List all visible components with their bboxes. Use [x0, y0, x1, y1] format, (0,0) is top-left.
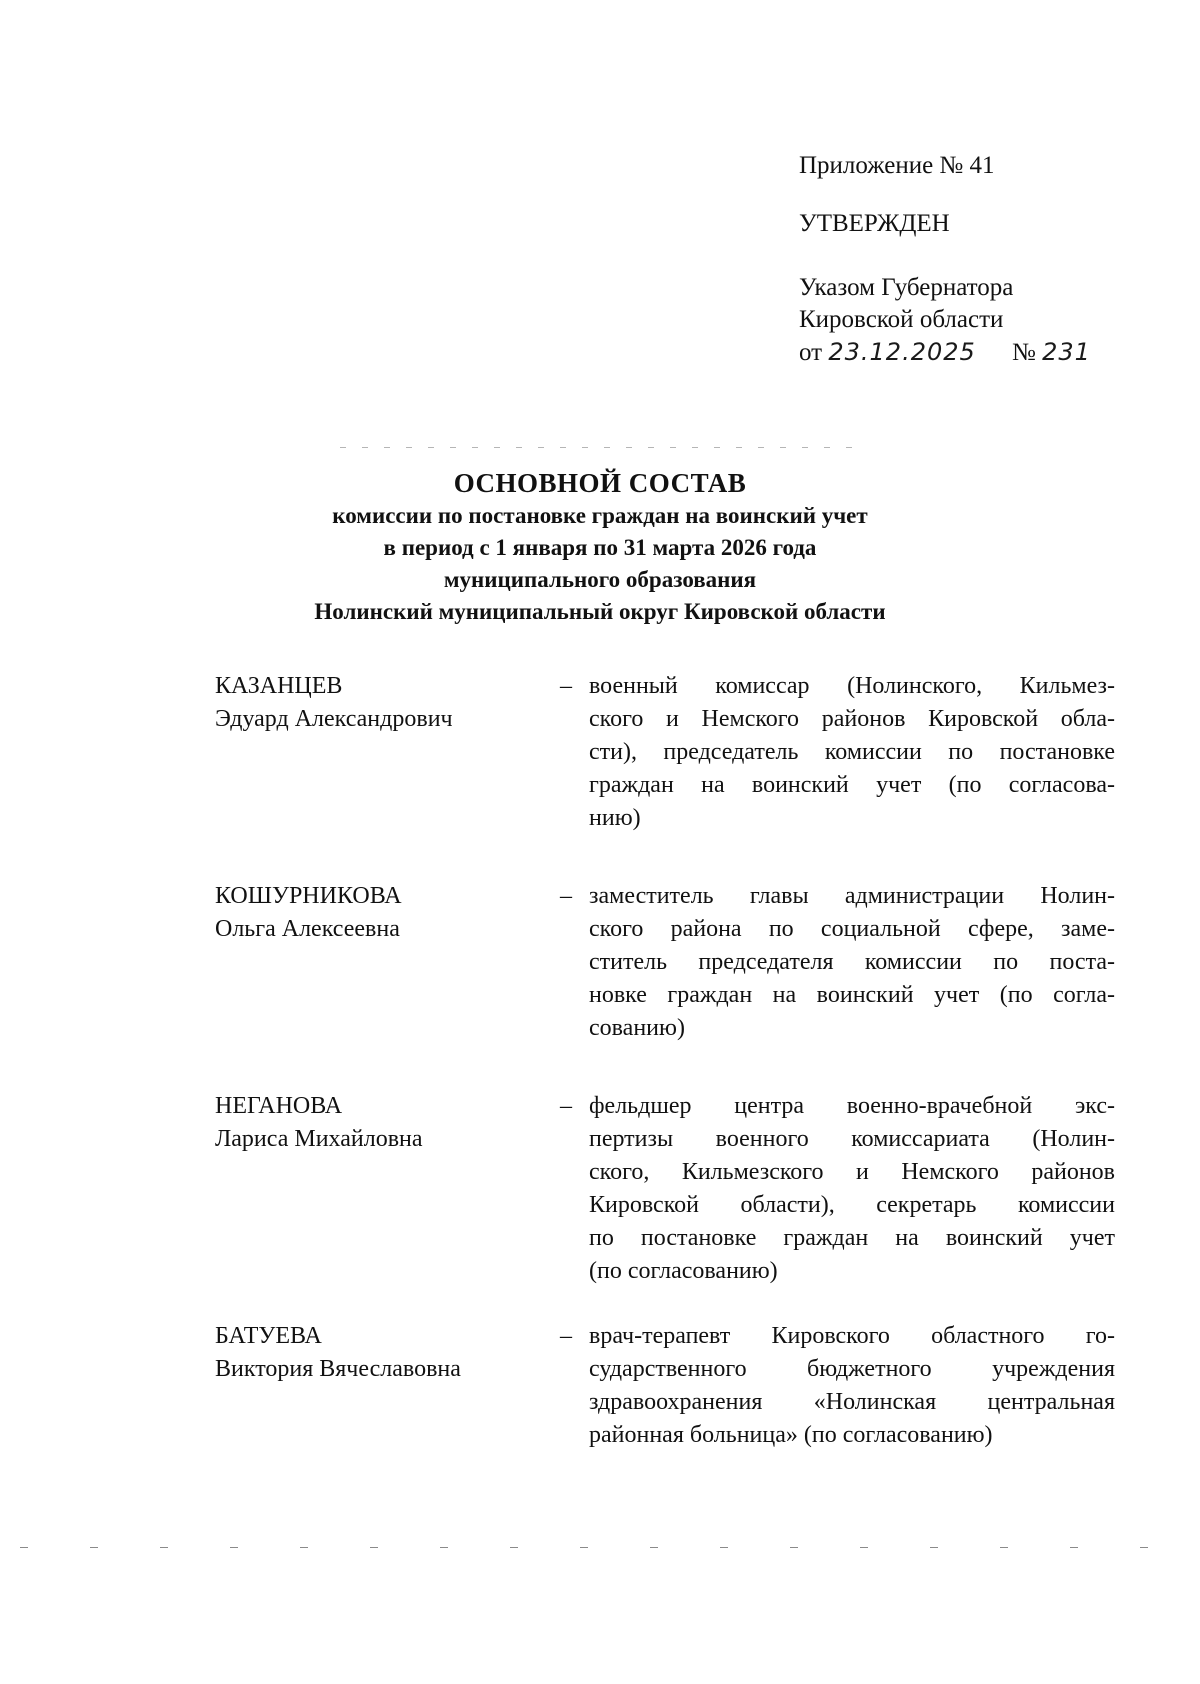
title-subline: в период с 1 января по 31 марта 2026 года: [383, 535, 817, 560]
role-line: районная больница» (по согласованию): [589, 1422, 993, 1448]
member-dash: –: [560, 1323, 572, 1349]
approval-block: [799, 150, 1159, 369]
role-line: Кировской области), секретарь комиссии: [589, 1192, 1115, 1218]
scan-artifact-line: [20, 1547, 1180, 1548]
role-line: новке граждан на воинский учет (по согла-: [589, 982, 1115, 1008]
member-role: [589, 880, 1115, 1045]
member-surname: КОШУРНИКОВА: [215, 883, 402, 909]
member-name: [215, 1320, 545, 1386]
member-name: [215, 670, 545, 736]
member-surname: БАТУЕВА: [215, 1323, 322, 1349]
role-line: пертизы военного комиссариата (Нолин-: [589, 1126, 1115, 1152]
role-line: здравоохранения «Нолинская центральная: [589, 1389, 1115, 1415]
member-dash: –: [560, 883, 572, 909]
member-dash: –: [560, 1093, 572, 1119]
role-line: (по согласованию): [589, 1258, 778, 1284]
member-surname: КАЗАНЦЕВ: [215, 673, 343, 699]
title-subline: муниципального образования: [443, 567, 757, 592]
role-line: по постановке граждан на воинский учет: [589, 1225, 1115, 1251]
role-line: нию): [589, 805, 641, 831]
role-line: сованию): [589, 1015, 685, 1041]
role-line: заместитель главы администрации Нолин-: [589, 883, 1115, 909]
decree-line-1: Указом Губернатора: [799, 274, 1014, 301]
member-role: [589, 670, 1115, 835]
title-subline: Нолинский муниципальный округ Кировской области: [314, 599, 886, 624]
role-line: ского района по социальной сфере, заме-: [589, 916, 1115, 942]
scan-artifact-line: [340, 447, 860, 448]
member-surname: НЕГАНОВА: [215, 1093, 343, 1119]
title-subline: комиссии по постановке граждан на воинский учет: [332, 503, 868, 528]
role-line: ского и Немского районов Кировской обла-: [589, 706, 1115, 732]
handwritten-date: 23.12.2025: [828, 338, 976, 366]
member-given-name: Эдуард Александрович: [215, 706, 453, 732]
member-given-name: Виктория Вячеславовна: [215, 1356, 461, 1382]
decree-date-line: [799, 336, 1159, 369]
role-line: военный комиссар (Нолинского, Кильмез-: [589, 673, 1115, 699]
role-line: граждан на воинский учет (по согласова-: [589, 772, 1115, 798]
role-line: фельдшер центра военно-врачебной экс-: [589, 1093, 1115, 1119]
handwritten-number: 231: [1042, 338, 1091, 366]
appendix-number: Приложение № 41: [799, 152, 995, 179]
member-name: [215, 1090, 545, 1156]
member-role: [589, 1320, 1115, 1452]
approved-label: УТВЕРЖДЕН: [799, 210, 950, 237]
member-name: [215, 880, 545, 946]
role-line: ститель председателя комиссии по поста-: [589, 949, 1115, 975]
member-given-name: Ольга Алексеевна: [215, 916, 400, 942]
role-line: сударственного бюджетного учреждения: [589, 1356, 1115, 1382]
member-dash: –: [560, 673, 572, 699]
date-prefix: от: [799, 339, 823, 366]
document-title-block: [0, 466, 1200, 628]
member-given-name: Лариса Михайловна: [215, 1126, 423, 1152]
role-line: сти), председатель комиссии по постановке: [589, 739, 1115, 765]
decree-line-2: Кировской области: [799, 306, 1004, 333]
role-line: врач-терапевт Кировского областного го-: [589, 1323, 1115, 1349]
member-role: [589, 1090, 1115, 1288]
role-line: ского, Кильмезского и Немского районов: [589, 1159, 1115, 1185]
number-prefix: №: [1012, 339, 1036, 366]
document-title: ОСНОВНОЙ СОСТАВ: [453, 468, 747, 498]
